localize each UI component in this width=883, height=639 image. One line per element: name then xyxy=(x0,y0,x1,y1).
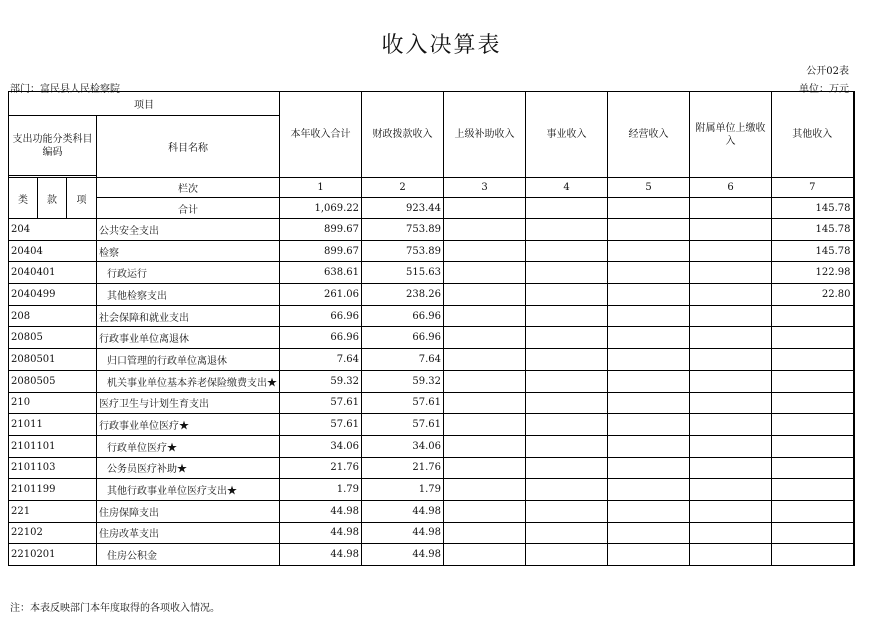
row-value-2: 753.89 xyxy=(362,219,444,241)
row-value-2: 1.79 xyxy=(362,479,444,501)
total-value-5 xyxy=(608,198,690,219)
row-value-4 xyxy=(526,457,608,479)
row-value-3 xyxy=(444,262,526,284)
row-value-3 xyxy=(444,392,526,414)
row-value-5 xyxy=(608,305,690,327)
row-value-2: 44.98 xyxy=(362,544,444,566)
row-value-6 xyxy=(690,305,772,327)
row-value-3 xyxy=(444,240,526,262)
table-row xyxy=(9,284,854,306)
table-row xyxy=(9,544,854,566)
header-subject-name: 科目名称 xyxy=(97,116,280,178)
col-num-7: 7 xyxy=(772,178,854,198)
table-row xyxy=(9,522,854,544)
row-value-1: 59.32 xyxy=(280,370,362,392)
row-value-7 xyxy=(772,500,854,522)
row-value-4 xyxy=(526,305,608,327)
row-code: 2101103 xyxy=(9,457,97,479)
col-num-4: 4 xyxy=(526,178,608,198)
row-name: 公务员医疗补助★ xyxy=(97,457,280,479)
header-col-4: 事业收入 xyxy=(526,92,608,178)
row-code: 208 xyxy=(9,305,97,327)
row-value-6 xyxy=(690,479,772,501)
col-num-1: 1 xyxy=(280,178,362,198)
row-value-1: 1.79 xyxy=(280,479,362,501)
row-value-7: 22.80 xyxy=(772,284,854,306)
row-value-4 xyxy=(526,479,608,501)
header-func-code: 支出功能分类科目编码 xyxy=(9,116,97,176)
header-col-5: 经营收入 xyxy=(608,92,690,178)
row-value-5 xyxy=(608,414,690,436)
row-name: 检察 xyxy=(97,240,280,262)
row-value-1: 44.98 xyxy=(280,522,362,544)
table-row xyxy=(9,392,854,414)
header-col-2: 财政拨款收入 xyxy=(362,92,444,178)
row-value-5 xyxy=(608,370,690,392)
col-num-2: 2 xyxy=(362,178,444,198)
row-value-6 xyxy=(690,522,772,544)
row-value-1: 34.06 xyxy=(280,435,362,457)
total-value-2: 923.44 xyxy=(362,198,444,219)
row-value-6 xyxy=(690,500,772,522)
row-name: 住房保障支出 xyxy=(97,500,280,522)
row-code: 2210201 xyxy=(9,544,97,566)
row-value-7: 145.78 xyxy=(772,219,854,241)
row-code: 2080505 xyxy=(9,370,97,392)
col-num-3: 3 xyxy=(444,178,526,198)
row-value-3 xyxy=(444,414,526,436)
row-value-3 xyxy=(444,327,526,349)
row-value-7: 145.78 xyxy=(772,240,854,262)
row-value-4 xyxy=(526,262,608,284)
row-code: 221 xyxy=(9,500,97,522)
row-value-7 xyxy=(772,435,854,457)
row-value-3 xyxy=(444,479,526,501)
row-value-3 xyxy=(444,544,526,566)
row-code: 22102 xyxy=(9,522,97,544)
row-value-1: 44.98 xyxy=(280,500,362,522)
row-code: 20805 xyxy=(9,327,97,349)
row-name: 行政事业单位离退休 xyxy=(97,327,280,349)
row-value-1: 261.06 xyxy=(280,284,362,306)
income-table xyxy=(8,91,855,566)
row-value-5 xyxy=(608,392,690,414)
row-value-4 xyxy=(526,544,608,566)
row-value-1: 899.67 xyxy=(280,219,362,241)
row-value-1: 66.96 xyxy=(280,305,362,327)
page-title: 收入决算表 xyxy=(381,33,502,58)
row-code: 2080501 xyxy=(9,349,97,371)
row-value-2: 57.61 xyxy=(362,414,444,436)
total-value-3 xyxy=(444,198,526,219)
row-name: 住房改革支出 xyxy=(97,522,280,544)
row-value-5 xyxy=(608,284,690,306)
row-value-4 xyxy=(526,240,608,262)
header-project: 项目 xyxy=(9,92,280,116)
header-col-7: 其他收入 xyxy=(772,92,854,178)
row-value-7: 122.98 xyxy=(772,262,854,284)
row-value-7 xyxy=(772,457,854,479)
table-row xyxy=(9,500,854,522)
row-value-3 xyxy=(444,219,526,241)
row-value-6 xyxy=(690,262,772,284)
row-value-4 xyxy=(526,370,608,392)
row-value-6 xyxy=(690,284,772,306)
col-num-6: 6 xyxy=(690,178,772,198)
row-value-1: 7.64 xyxy=(280,349,362,371)
row-code: 2101101 xyxy=(9,435,97,457)
row-value-2: 753.89 xyxy=(362,240,444,262)
table-row xyxy=(9,219,854,241)
header-xiang: 项 xyxy=(67,178,97,219)
header-col-1: 本年收入合计 xyxy=(280,92,362,178)
row-value-5 xyxy=(608,435,690,457)
row-value-1: 66.96 xyxy=(280,327,362,349)
row-value-2: 7.64 xyxy=(362,349,444,371)
row-value-7 xyxy=(772,327,854,349)
row-value-2: 57.61 xyxy=(362,392,444,414)
row-code: 204 xyxy=(9,219,97,241)
row-value-3 xyxy=(444,284,526,306)
row-value-5 xyxy=(608,500,690,522)
row-value-5 xyxy=(608,219,690,241)
row-value-2: 515.63 xyxy=(362,262,444,284)
row-value-4 xyxy=(526,219,608,241)
table-row xyxy=(9,435,854,457)
header-col-6: 附属单位上缴收入 xyxy=(690,92,772,178)
row-value-2: 34.06 xyxy=(362,435,444,457)
row-value-6 xyxy=(690,349,772,371)
total-value-4 xyxy=(526,198,608,219)
row-value-6 xyxy=(690,370,772,392)
row-value-7 xyxy=(772,392,854,414)
row-value-6 xyxy=(690,327,772,349)
row-value-3 xyxy=(444,349,526,371)
row-value-4 xyxy=(526,435,608,457)
header-lanci: 栏次 xyxy=(97,178,280,198)
row-value-1: 57.61 xyxy=(280,392,362,414)
row-code: 2101199 xyxy=(9,479,97,501)
table-row xyxy=(9,414,854,436)
row-value-6 xyxy=(690,240,772,262)
row-name: 社会保障和就业支出 xyxy=(97,305,280,327)
unit-label: 单位：万元 xyxy=(799,84,849,95)
row-value-5 xyxy=(608,349,690,371)
form-number: 公开02表 xyxy=(806,66,849,77)
row-value-7 xyxy=(772,349,854,371)
row-value-1: 44.98 xyxy=(280,544,362,566)
row-name: 机关事业单位基本养老保险缴费支出★ xyxy=(97,370,280,392)
row-value-7 xyxy=(772,479,854,501)
row-name: 行政事业单位医疗★ xyxy=(97,414,280,436)
row-value-3 xyxy=(444,457,526,479)
row-name: 其他行政事业单位医疗支出★ xyxy=(97,479,280,501)
row-value-5 xyxy=(608,479,690,501)
row-value-2: 21.76 xyxy=(362,457,444,479)
row-value-7 xyxy=(772,544,854,566)
row-value-3 xyxy=(444,522,526,544)
row-value-4 xyxy=(526,349,608,371)
row-code: 21011 xyxy=(9,414,97,436)
header-lei: 类 xyxy=(9,178,38,219)
row-value-1: 57.61 xyxy=(280,414,362,436)
row-value-1: 21.76 xyxy=(280,457,362,479)
row-name: 医疗卫生与计划生育支出 xyxy=(97,392,280,414)
table-row xyxy=(9,457,854,479)
row-value-4 xyxy=(526,327,608,349)
row-value-2: 66.96 xyxy=(362,327,444,349)
table-row xyxy=(9,479,854,501)
row-name: 住房公积金 xyxy=(97,544,280,566)
total-label: 合计 xyxy=(97,198,280,219)
table-row xyxy=(9,370,854,392)
row-code: 20404 xyxy=(9,240,97,262)
table-row xyxy=(9,327,854,349)
row-value-7 xyxy=(772,370,854,392)
row-value-7 xyxy=(772,522,854,544)
row-value-7 xyxy=(772,305,854,327)
row-value-4 xyxy=(526,500,608,522)
header-kuan: 款 xyxy=(38,178,67,219)
row-value-3 xyxy=(444,305,526,327)
row-value-5 xyxy=(608,457,690,479)
row-value-4 xyxy=(526,414,608,436)
row-value-5 xyxy=(608,327,690,349)
row-value-4 xyxy=(526,284,608,306)
row-name: 其他检察支出 xyxy=(97,284,280,306)
row-value-5 xyxy=(608,262,690,284)
row-name: 公共安全支出 xyxy=(97,219,280,241)
row-value-5 xyxy=(608,240,690,262)
row-value-6 xyxy=(690,392,772,414)
row-value-2: 44.98 xyxy=(362,522,444,544)
row-code: 2040401 xyxy=(9,262,97,284)
table-row xyxy=(9,305,854,327)
header-col-3: 上级补助收入 xyxy=(444,92,526,178)
row-value-6 xyxy=(690,219,772,241)
row-value-6 xyxy=(690,414,772,436)
total-value-6 xyxy=(690,198,772,219)
row-value-2: 59.32 xyxy=(362,370,444,392)
row-value-4 xyxy=(526,392,608,414)
row-value-7 xyxy=(772,414,854,436)
row-value-1: 899.67 xyxy=(280,240,362,262)
department-label: 部门：富民县人民检察院 xyxy=(10,84,120,95)
row-value-1: 638.61 xyxy=(280,262,362,284)
row-value-2: 44.98 xyxy=(362,500,444,522)
row-value-6 xyxy=(690,544,772,566)
col-num-5: 5 xyxy=(608,178,690,198)
row-value-3 xyxy=(444,435,526,457)
row-value-3 xyxy=(444,500,526,522)
row-value-5 xyxy=(608,522,690,544)
row-value-3 xyxy=(444,370,526,392)
row-value-6 xyxy=(690,457,772,479)
table-row xyxy=(9,240,854,262)
footnote: 注：本表反映部门本年度取得的各项收入情况。 xyxy=(10,603,220,614)
row-value-6 xyxy=(690,435,772,457)
row-value-2: 66.96 xyxy=(362,305,444,327)
table-row xyxy=(9,349,854,371)
table-row xyxy=(9,262,854,284)
row-value-2: 238.26 xyxy=(362,284,444,306)
total-value-1: 1,069.22 xyxy=(280,198,362,219)
row-code: 2040499 xyxy=(9,284,97,306)
row-name: 归口管理的行政单位离退休 xyxy=(97,349,280,371)
row-value-5 xyxy=(608,544,690,566)
row-code: 210 xyxy=(9,392,97,414)
row-name: 行政运行 xyxy=(97,262,280,284)
row-name: 行政单位医疗★ xyxy=(97,435,280,457)
row-value-4 xyxy=(526,522,608,544)
total-value-7: 145.78 xyxy=(772,198,854,219)
